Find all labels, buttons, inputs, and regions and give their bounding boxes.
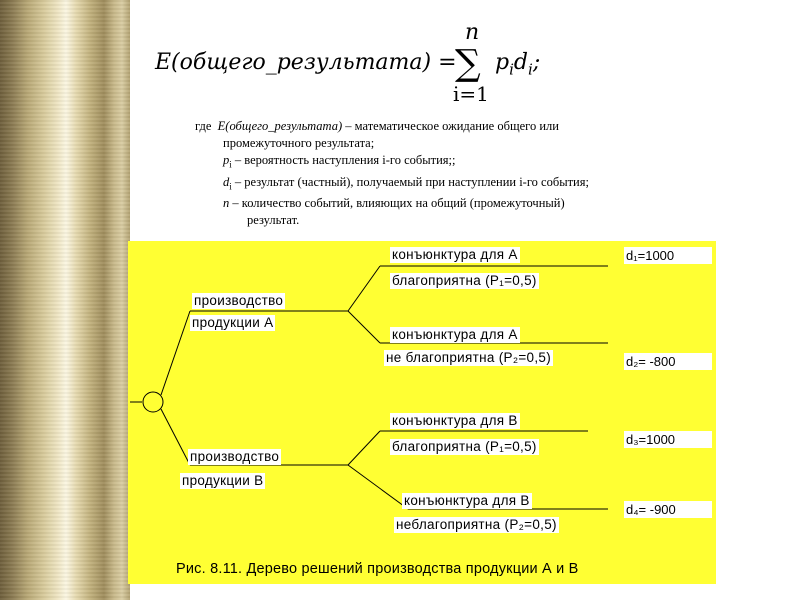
rhs-p-sub: i [509, 60, 514, 79]
legend-term-p: p [223, 153, 230, 167]
legend-text-e-cont: промежуточного результата; [223, 136, 375, 150]
root-decision-node [143, 392, 163, 412]
legend-term-d-sub: i [229, 181, 232, 191]
legend-line-1 [195, 118, 715, 135]
b1-diagonal [348, 431, 380, 465]
decorative-left-strip [0, 0, 130, 600]
branch-a-diagonal [161, 311, 190, 395]
legend-where: где [195, 119, 212, 133]
a2-top-label: конъюнктура для А [392, 327, 518, 342]
rhs-d-sub: i [528, 60, 533, 79]
outcome-d1: d₁=1000 [624, 247, 712, 264]
sigma-symbol: ∑ [455, 43, 481, 84]
legend-text-n-cont: результат. [247, 213, 300, 227]
b1-bottom-label: благоприятна (Р₁=0,5) [392, 439, 537, 454]
b2-diagonal [348, 465, 408, 509]
branch-b-diagonal [161, 409, 190, 465]
decision-tree-panel [128, 241, 716, 584]
a2-bottom-label: не благоприятна (Р₂=0,5) [386, 350, 552, 365]
legend-text-p: – вероятность наступления i-го события;; [231, 153, 456, 167]
legend-term-e: E(общего_результата) [217, 119, 343, 133]
branch-a-label-1: производство [194, 293, 284, 308]
formula-legend [195, 118, 715, 229]
figure-caption: Рис. 8.11. Дерево решений производства продукции А и В [176, 561, 579, 577]
legend-text-n: – количество событий, влияющих на общий (промежуточный) [229, 196, 565, 210]
legend-line-2 [195, 152, 715, 174]
legend-term-n: n [223, 196, 230, 210]
legend-text-e: – математическое ожидание общего или [342, 119, 559, 133]
b2-bottom-label: неблагоприятна (Р₂=0,5) [396, 517, 557, 532]
formula-lhs: E(общего_результата) = [155, 50, 457, 75]
branch-b-label-1: производство [190, 449, 280, 464]
a1-top-label: конъюнктура для А [392, 247, 518, 262]
a1-diagonal [348, 266, 380, 311]
legend-text-d: – результат (частный), получаемый при наступлении i-го события; [231, 174, 589, 189]
sum-lower-limit: i=1 [453, 82, 489, 106]
rhs-end: ; [532, 50, 541, 75]
b1-top-label: конъюнктура для В [392, 413, 518, 428]
a1-bottom-label: благоприятна (Р₁=0,5) [392, 273, 537, 288]
legend-term-p-sub: i [229, 159, 232, 170]
rhs-d: d [513, 50, 528, 75]
legend-line-1-cont [195, 135, 715, 152]
outcome-d2: d₂= -800 [624, 353, 712, 370]
legend-line-3 [195, 174, 715, 196]
formula-rhs [495, 50, 540, 78]
a2-diagonal [348, 311, 380, 343]
legend-line-4 [195, 195, 715, 212]
branch-a-label-2: продукции А [192, 315, 274, 330]
sum-upper-limit: n [465, 20, 480, 45]
branch-b-label-2: продукции В [182, 473, 264, 488]
outcome-d3: d₃=1000 [624, 431, 712, 448]
legend-term-d: d [223, 174, 230, 189]
expected-value-formula [155, 20, 575, 115]
legend-line-4-cont [195, 212, 715, 229]
outcome-d4: d₄= -900 [624, 501, 712, 518]
b2-top-label: конъюнктура для В [404, 493, 530, 508]
rhs-p: p [495, 50, 510, 75]
